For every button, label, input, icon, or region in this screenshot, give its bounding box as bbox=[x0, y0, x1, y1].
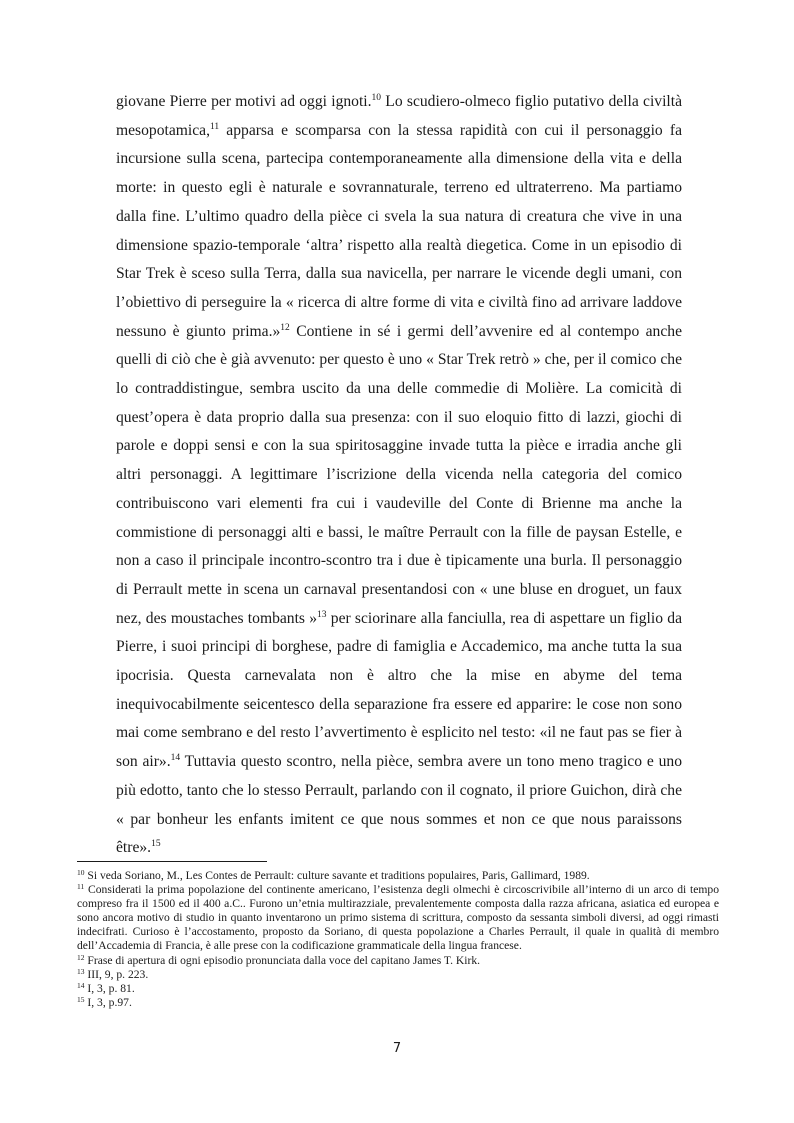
footnotes bbox=[77, 869, 719, 1010]
body-text-segment: apparsa e scomparsa con la stessa rapidità con cui il personaggio fa incursione sulla scena, partecipa contemporaneamente alla dimensione della vita e della morte: in questo egli è naturale e sovrannaturale, terreno ed ultraterreno. Ma partiamo dalla fine. L’ultimo quadro della pièce ci svela la sua natura di creatura che vive in una dimensione spazio-temporale ‘altra’ rispetto alla realtà diegetica. Come in un episodio di Star Trek è sceso sulla Terra, dalla sua navicella, per narrare le vicende degli umani, con l’obiettivo di perseguire la « ricerca di altre forme di vita e civiltà fino ad arrivare laddove nessuno è giunto prima.» bbox=[116, 121, 682, 340]
body-text-segment: Contiene in sé i germi dell’avvenire ed al contempo anche quelli di ciò che è già avvenuto: per questo è uno « Star Trek retrò » che, per il comico che lo contraddistingue, sembra uscito da una delle commedie di Molière. La comicità di quest’opera è data proprio dalla sua presenza: con il suo eloquio fitto di lazzi, giochi di parole e doppi sensi e con la sua spiritosaggine invade tutta la pièce e irradia anche gli altri personaggi. A legittimare l’iscrizione della vicenda nella categoria del comico contribuiscono vari elementi fra cui i vaudeville del Conte di Brienne ma anche la commistione di personaggi alti e bassi, le maître Perrault con la fille de paysan Estelle, e non a caso il principale incontro-scontro tra i due è tipicamente una burla. Il personaggio di Perrault mette in scena un carnaval presentandosi con « une bluse en droguet, un faux nez, des moustaches tombants » bbox=[116, 322, 682, 627]
main-text bbox=[116, 88, 682, 863]
footnote-number: 15 bbox=[77, 994, 85, 1004]
body-text-segment: giovane Pierre per motivi ad oggi ignoti. bbox=[116, 93, 372, 110]
body-paragraph bbox=[116, 88, 682, 863]
footnote-number: 12 bbox=[77, 952, 85, 962]
footnote-text: Frase di apertura di ogni episodio pronunciata dalla voce del capitano James T. Kirk. bbox=[84, 953, 481, 967]
footnote-number: 10 bbox=[77, 868, 85, 877]
footnote-text: Considerati la prima popolazione del continente americano, l’esistenza degli olmechi è circoscrivibile all’interno di un arco di tempo compreso fra il 1500 ed il 400 a.C.. Furono un’etnia multirazziale, prevalentemente composta dalla razza africana, asiatica ed europea e sono ancora motivo di studio in quanto inventarono un primo sistema di scrittura, composto da sessanta simboli diversi, ad oggi rimasti indecifrati. Curioso è l’accostamento, proposto da Soriano, di questa popolazione a Charles Perrault, il quale in qualità di membro dell’Accademia di Francia, è alle prese con la codificazione grammaticale della lingua francese. bbox=[77, 883, 719, 953]
footnote-10 bbox=[77, 869, 719, 883]
body-text-segment: Lo scudiero-olmeco figlio putativo della civiltà mesopotamica, bbox=[116, 93, 682, 139]
page-number: 7 bbox=[392, 1041, 402, 1056]
footnote-separator bbox=[77, 861, 267, 862]
footnote-text: I, 3, p. 81. bbox=[84, 981, 135, 995]
footnote-15 bbox=[77, 996, 719, 1010]
footnote-ref-15[interactable]: 15 bbox=[151, 839, 161, 850]
footnote-ref-12[interactable]: 12 bbox=[280, 322, 290, 333]
body-text-segment: Tuttavia questo scontro, nella pièce, sembra avere un tono meno tragico e uno più edotto, tanto che lo stesso Perrault, parlando con il cognato, il priore Guichon, dirà che « par bonheur les enfants imitent ce que nous sommes et non ce que nous paraissons être». bbox=[116, 753, 682, 857]
footnote-ref-14[interactable]: 14 bbox=[170, 753, 181, 764]
footnote-number: 11 bbox=[77, 882, 85, 892]
footnote-14 bbox=[77, 982, 719, 996]
footnote-text: Si veda Soriano, M., Les Contes de Perrault: culture savante et traditions populaires, Paris, Gallimard, 1989. bbox=[84, 869, 590, 882]
footnote-ref-11[interactable]: 11 bbox=[209, 121, 220, 132]
body-text-segment: per sciorinare alla fanciulla, rea di aspettare un figlio da Pierre, i suoi principi di borghese, padre di famiglia e Accademico, ma anche tutta la sua ipocrisia. Questa carnevalata non è altro che la mise en abyme del tema inequivocabilmente seicentesco della separazione fra essere ed apparire: le cose non sono mai come sembrano e del resto l’avvertimento è esplicito nel testo: «il ne faut pas se fier à son air». bbox=[116, 609, 682, 771]
footnote-ref-10[interactable]: 10 bbox=[371, 93, 382, 103]
footnote-11 bbox=[77, 883, 719, 953]
footnote-number: 13 bbox=[77, 966, 85, 976]
footnote-12 bbox=[77, 954, 719, 968]
footnote-text: III, 9, p. 223. bbox=[84, 967, 149, 981]
footnote-ref-13[interactable]: 13 bbox=[317, 609, 327, 620]
footnote-number: 14 bbox=[77, 980, 85, 990]
footnote-text: I, 3, p.97. bbox=[84, 995, 132, 1009]
footnote-13 bbox=[77, 968, 719, 982]
